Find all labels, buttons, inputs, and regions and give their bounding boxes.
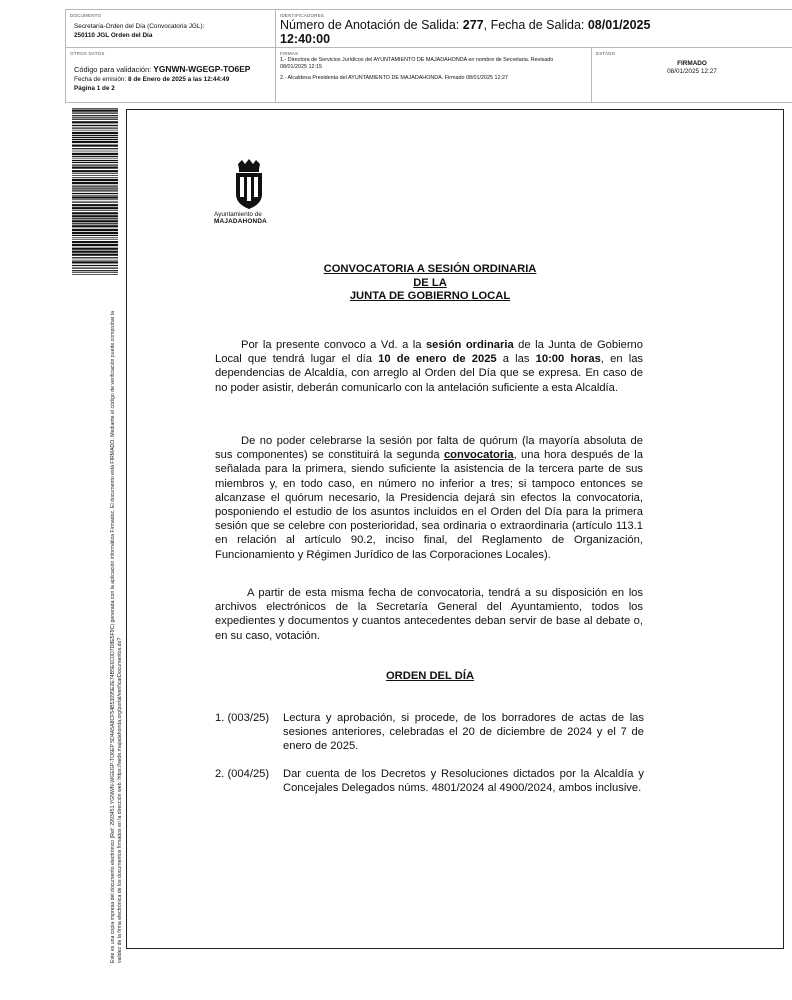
anotacion-prefix: Número de Anotación de Salida: — [280, 18, 463, 32]
title-line3: JUNTA DE GOBIERNO LOCAL — [349, 290, 511, 302]
p1-time: 10:00 horas — [535, 353, 601, 366]
document-title — [230, 263, 630, 304]
logo-line1: Ayuntamiento de — [214, 211, 262, 218]
orden-del-dia-heading: ORDEN DEL DÍA — [385, 670, 475, 682]
paragraph-archivos — [215, 586, 643, 643]
document-header — [65, 9, 792, 103]
documento-title: Secretaría-Orden del Día (Convocatoria JGL): — [74, 23, 205, 30]
firmas-label: FIRMAS — [280, 51, 299, 56]
codigo-prefix: Código para validación: — [74, 65, 154, 74]
verification-side-text: Este es una copia impresa del documento electrónico (Ref: 2993451 YGNWN-WGEGP-TO6EP 5D4A5A8CF54B53095E2E74B5E6C0D7D8E5F9C) generada con la aplicación informática Firmadoc. El documento está FIRMADO. Mediante el código de verificación puede comprobar la validez de la firma electrónica de los documentos firmados en la dirección web: https://sede.majadahonda.org/portal/verificarDocumentos.do? — [110, 311, 123, 963]
identificadores-label: IDENTIFICADORES — [280, 13, 325, 18]
firmas-cell — [276, 48, 592, 102]
p2-convocatoria: convocatoria — [443, 449, 514, 462]
p1-text-a: Por la presente convoco a Vd. a la — [241, 339, 426, 351]
codigo-validacion — [74, 65, 250, 75]
estado-cell — [592, 48, 792, 102]
p2-text-a: De no poder celebrarse la sesión por falta de quórum (la mayoría absoluta de sus componentes) se constituirá la segunda — [215, 435, 643, 462]
estado-value: FIRMADO — [677, 60, 707, 67]
documento-label: DOCUMENTO — [70, 13, 102, 18]
paragraph-quorum — [215, 434, 643, 562]
title-line1: CONVOCATORIA A SESIÓN ORDINARIA — [323, 263, 537, 275]
p3-text: A partir de esta misma fecha de convocatoria, tendrá a su disposición en los archivos electrónicos de la Secretaría General del Ayuntamiento, todos los expedientes y documentos y cuantos antecedentes deban servir de base al debate o, en su caso, votación. — [215, 587, 643, 642]
identificadores-cell — [276, 10, 792, 48]
otros-label: OTROS DATOS — [70, 51, 105, 56]
p1-date: 10 de enero de 2025 — [378, 353, 497, 366]
fecha-emision — [74, 76, 229, 85]
p1-sesion-ordinaria: sesión ordinaria — [425, 339, 514, 351]
p1-text-e: a las — [496, 353, 536, 366]
anotacion-number: 277 — [462, 18, 484, 32]
agenda-item-text: Lectura y aprobación, si procede, de los borradores de actas de las sesiones anteriores, celebradas el 20 de diciembre de 2024 y el 7 de enero de 2025. — [283, 712, 644, 753]
p2-text-c: , una hora después de la señalada para la primera, siendo suficiente la asistencia de la tercera parte de sus miembros y, en todo caso, en número no inferior a tres; si tampoco entonces se alcanzase el quórum necesario, la Presidencia dejará sin efectos la convocatoria, posponiendo el estudio de los asuntos incluidos en el Orden del Día para la primera sesión que se celebre con posterioridad, sea ordinaria o extraordinaria (artículo 113.1 en relación al artículo 90.2, inciso final, del Reglamento de Organización, Funcionamiento y Régimen Jurídico de las Corporaciones Locales). — [215, 449, 644, 561]
agenda-item-number: 2. (004/25) — [215, 768, 270, 780]
anotacion-time: 12:40:00 — [280, 32, 331, 46]
anotacion-date: 08/01/2025 — [587, 18, 651, 32]
pagina-info: Página 1 de 2 — [74, 85, 115, 92]
estado-date: 08/01/2025 12:27 — [667, 68, 717, 75]
anotacion-mid: , Fecha de Salida: — [483, 18, 588, 32]
documento-subtitle: 250110 JGL Orden del Día — [74, 32, 153, 39]
fecha-emision-prefix: Fecha de emisión: — [74, 76, 128, 83]
firma-1: 1.- Directora de Servicios Jurídicos del AYUNTAMIENTO DE MAJADAHONDA en nombre de Secretaria. Revisado 08/01/2025 12:15 — [280, 57, 554, 70]
logo-text — [214, 211, 284, 225]
title-line2: DE LA — [413, 276, 447, 289]
p1-text-g: , en las dependencias de Alcaldía, con arreglo al Orden del Día que se expresa. En caso de no poder asistir, deberán comunicarlo con la antelación suficiente a esta Alcaldía. — [215, 353, 644, 394]
anotacion-salida — [280, 18, 680, 46]
otros-datos-cell — [66, 48, 276, 102]
firma-2: 2.- Alcaldesa Presidenta del AYUNTAMIENTO DE MAJADAHONDA. Firmado 08/01/2025 12:27 — [280, 75, 508, 81]
codigo-value[interactable]: YGNWN-WGEGP-TO6EP — [153, 64, 251, 74]
paragraph-convocatoria — [215, 338, 643, 395]
logo-line2: MAJADAHONDA — [214, 218, 267, 226]
fecha-emision-value: 8 de Enero de 2025 a las 12:44:49 — [128, 76, 230, 83]
estado-label: ESTADO — [596, 51, 616, 56]
barcode-image — [72, 108, 118, 275]
p1-text-c: de la Junta de Gobierno Local que tendrá lugar el día — [215, 339, 643, 366]
agenda-item-number: 1. (003/25) — [215, 712, 270, 724]
documento-cell — [66, 10, 276, 48]
agenda-item-text: Dar cuenta de los Decretos y Resoluciones dictados por la Alcaldía y Concejales Delegados núms. 4801/2024 al 4900/2024, ambos inclusive. — [283, 768, 644, 795]
